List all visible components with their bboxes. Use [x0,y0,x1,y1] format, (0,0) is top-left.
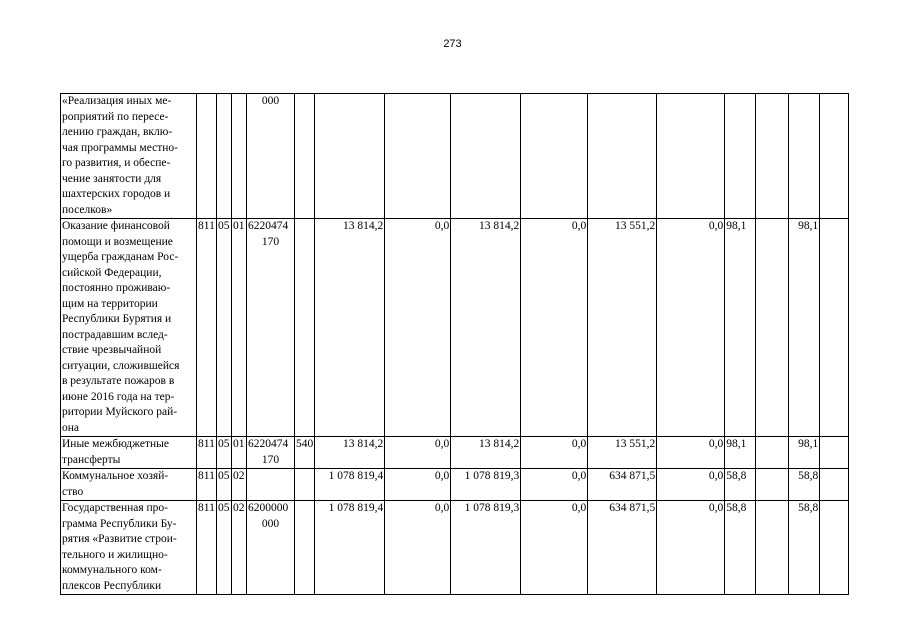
target-article-part: 170 [261,453,280,466]
plan-total-cell [315,94,385,219]
target-article-cell [247,94,295,219]
budget-table [60,93,849,595]
expense-type-cell [295,501,315,595]
row-name-line: грамма Республики Бу- [62,517,177,530]
percent-total-cell: 58,8 [725,469,756,501]
subsection-code-cell: 02 [232,469,247,501]
plan-regional-cell: 1 078 819,3 [451,469,521,501]
table-row [61,437,849,469]
plan-total-cell: 1 078 819,4 [315,501,385,595]
target-article-cell [247,437,295,469]
percent-total-cell [725,94,756,219]
section-code-cell: 05 [217,501,232,595]
percent-regional-cell: 98,1 [789,219,820,437]
percent-federal-cell [756,219,789,437]
executed-federal-cell: 0,0 [657,219,725,437]
plan-other-cell: 0,0 [521,437,588,469]
row-name-cell [61,94,197,219]
row-name-line: шахтерских городов и [62,188,171,200]
row-name-line: ствие чрезвычайной [62,344,162,356]
percent-regional-cell [789,94,820,219]
target-article-cell [247,469,295,501]
target-article-part: 6200000 [248,502,289,514]
row-name-line: тельного и жилищно- [62,548,168,561]
row-name-line: поселков» [62,203,113,216]
ved-code-cell: 811 [197,469,217,501]
table-row [61,469,849,501]
row-name-line: помощи и возмещение [62,235,173,248]
executed-total-cell: 634 871,5 [588,469,657,501]
plan-total-cell: 13 814,2 [315,219,385,437]
target-article-part: 170 [261,235,280,248]
section-code-cell: 05 [217,469,232,501]
row-name-line: Республики Бурятия и [62,313,172,325]
percent-federal-cell [756,469,789,501]
plan-other-cell [521,94,588,219]
percent-federal-cell [756,501,789,595]
target-article-part: 6220474 [248,438,289,450]
subsection-code-cell: 02 [232,501,247,595]
row-name-line: Государственная про- [62,502,169,514]
executed-total-cell: 634 871,5 [588,501,657,595]
percent-regional-cell: 98,1 [789,437,820,469]
plan-regional-cell: 13 814,2 [451,437,521,469]
row-name-line: июне 2016 года на тер- [62,390,175,403]
percent-other-cell [820,94,849,219]
row-name-line: чение занятости для [62,172,162,185]
plan-federal-cell: 0,0 [385,501,451,595]
percent-regional-cell: 58,8 [789,501,820,595]
expense-type-cell: 540 [295,437,315,469]
plan-other-cell: 0,0 [521,219,588,437]
row-name-line: рятия «Развитие строи- [62,533,177,545]
ved-code-cell: 811 [197,501,217,595]
row-name-line: ущерба гражданам Рос- [62,251,179,263]
row-name-line: лению граждан, вклю- [62,126,173,138]
percent-total-cell: 98,1 [725,219,756,437]
plan-other-cell: 0,0 [521,469,588,501]
row-name-line: чая программы местно- [62,141,178,154]
row-name-cell [61,501,197,595]
row-name-line: щим на территории [62,297,158,310]
row-name-line: Оказание финансовой [62,220,170,232]
section-code-cell: 05 [217,219,232,437]
plan-federal-cell: 0,0 [385,437,451,469]
ved-code-cell: 811 [197,219,217,437]
plan-regional-cell: 13 814,2 [451,219,521,437]
plan-total-cell: 13 814,2 [315,437,385,469]
row-name-cell [61,469,197,501]
percent-federal-cell [756,437,789,469]
table-row [61,501,849,595]
row-name-line: ство [62,485,84,498]
percent-other-cell [820,437,849,469]
row-name-line: го развития, и обеспе- [62,157,171,169]
target-article-part: 000 [261,95,280,107]
table-row [61,219,849,437]
target-article-cell [247,219,295,437]
row-name-line: плексов Республики [62,579,162,592]
page-number: 273 [443,38,462,50]
percent-federal-cell [756,94,789,219]
percent-total-cell: 58,8 [725,501,756,595]
plan-total-cell: 1 078 819,4 [315,469,385,501]
percent-other-cell [820,469,849,501]
plan-regional-cell: 1 078 819,3 [451,501,521,595]
row-name-line: постоянно проживаю- [62,282,171,294]
table-body [61,94,849,595]
percent-regional-cell: 58,8 [789,469,820,501]
executed-federal-cell: 0,0 [657,437,725,469]
row-name-line: Коммунальное хозяй- [62,470,169,482]
plan-federal-cell [385,94,451,219]
plan-federal-cell: 0,0 [385,219,451,437]
subsection-code-cell [232,94,247,219]
row-name-line: пострадавшим вслед- [62,328,168,341]
row-name-line: «Реализация иных ме- [62,95,172,107]
ved-code-cell [197,94,217,219]
expense-type-cell [295,94,315,219]
section-code-cell: 05 [217,437,232,469]
row-name-cell [61,219,197,437]
plan-regional-cell [451,94,521,219]
expense-type-cell [295,219,315,437]
percent-other-cell [820,501,849,595]
row-name-cell [61,437,197,469]
executed-total-cell [588,94,657,219]
executed-federal-cell: 0,0 [657,469,725,501]
target-article-part: 000 [261,517,280,530]
row-name-line: коммунального ком- [62,564,162,576]
row-name-line: роприятий по пересе- [62,110,169,123]
plan-federal-cell: 0,0 [385,469,451,501]
row-name-line: в результате пожаров в [62,375,175,387]
percent-total-cell: 98,1 [725,437,756,469]
row-name-line: сийской Федерации, [62,266,162,279]
row-name-line: Иные межбюджетные [62,438,169,450]
executed-federal-cell [657,94,725,219]
expense-type-cell [295,469,315,501]
row-name-line: трансферты [62,453,121,466]
executed-total-cell: 13 551,2 [588,437,657,469]
plan-other-cell: 0,0 [521,501,588,595]
percent-other-cell [820,219,849,437]
ved-code-cell: 811 [197,437,217,469]
target-article-cell [247,501,295,595]
subsection-code-cell: 01 [232,219,247,437]
subsection-code-cell: 01 [232,437,247,469]
executed-total-cell: 13 551,2 [588,219,657,437]
row-name-line: она [62,421,80,434]
table-row [61,94,849,219]
target-article-part: 6220474 [248,220,289,232]
executed-federal-cell: 0,0 [657,501,725,595]
row-name-line: ситуации, сложившейся [62,359,180,372]
row-name-line: ритории Муйского рай- [62,406,178,418]
section-code-cell [217,94,232,219]
